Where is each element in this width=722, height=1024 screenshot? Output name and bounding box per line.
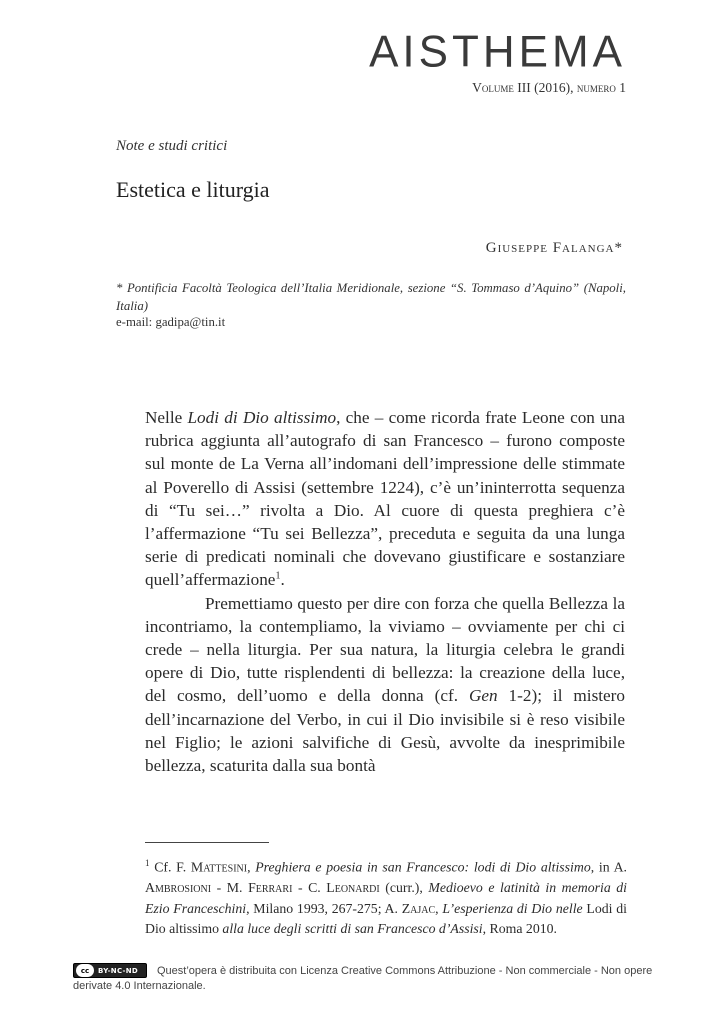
work-title: Medioevo e latinità in memoria di Ezio Franceschini	[145, 880, 628, 916]
footnote-1	[145, 853, 627, 940]
author-smallcaps: Ferrari	[248, 880, 293, 896]
footnote-number: 1	[145, 858, 150, 868]
work-title: Lodi di Dio altissimo	[187, 408, 337, 427]
text-run: (curr.),	[379, 880, 429, 896]
paragraph-2	[145, 592, 625, 778]
section-label: Note e studi critici	[116, 138, 228, 154]
author-smallcaps: Ambrosioni	[145, 880, 212, 896]
text-run: , Milano 1993, 267-275; A.	[246, 900, 402, 916]
license-badge-label: BY-NC-ND	[98, 966, 139, 975]
author-smallcaps: Mattesini	[190, 859, 248, 875]
author-name: Giuseppe Falanga*	[485, 240, 623, 256]
footnote-divider	[145, 842, 269, 843]
author-smallcaps: Leonardi	[326, 880, 380, 896]
text-run: ,	[435, 900, 443, 916]
text-run: .	[280, 570, 285, 590]
text-run: , Roma 2010.	[482, 921, 557, 937]
footnote-ref[interactable]: 1	[275, 570, 281, 582]
text-run: , in A.	[590, 859, 627, 875]
license-notice: Quest’opera è distribuita con Licenza Creative Commons Attribuzione - Non commerciale - Non opere derivate 4.0 Internazionale.	[73, 965, 653, 992]
work-title: alla luce degli scritti di san Francesco d’Assisi	[222, 921, 483, 937]
author-affiliation: * Pontificia Facoltà Teologica dell’Italia Meridionale, sezione “S. Tommaso d’Aquino” (Napoli, Italia)	[116, 281, 626, 313]
paragraph-1	[145, 406, 625, 592]
work-title: L’esperienza di Dio nelle	[442, 900, 583, 916]
text-run: Premettiamo questo per dire con forza che quella Bellezza la incontriamo, la contempliamo, la viviamo – ovviamente per chi ci crede – nella liturgia. Per sua natura, la liturgia celebra le grandi opere di Dio, tutte risplendenti di bellezza: la creazione della luce, del cosmo, dell’uomo e della donna (cf.	[145, 593, 625, 706]
citation-italic: Gen	[468, 686, 498, 706]
author-smallcaps: Zajac	[401, 900, 436, 916]
text-run: Cf. F.	[149, 859, 191, 875]
text-run: - M.	[211, 880, 249, 896]
text-run: Lodi di Dio altissimo	[145, 900, 627, 937]
text-run: - C.	[292, 880, 327, 896]
creative-commons-icon: cc	[76, 964, 94, 977]
text-run: ,	[247, 859, 256, 875]
article-body	[145, 406, 625, 777]
text-run: 1-2); il mistero dell’incarnazione del Verbo, in cui il Dio invisibile si è reso visibile nel Figlio; le azioni salvifiche di Gesù, avvolte da inesprimibile bellezza, scaturita dalla sua bontà	[145, 686, 625, 776]
article-title: Estetica e liturgia	[116, 177, 270, 202]
journal-logo: AISTHEMA	[369, 26, 626, 77]
text-run: Nelle	[145, 408, 188, 427]
author-email: e-mail: gadipa@tin.it	[116, 315, 226, 329]
volume-info: Volume III (2016), numero 1	[472, 80, 626, 95]
work-title: Preghiera e poesia in san Francesco: lodi di Dio altissimo	[255, 859, 591, 875]
text-run: , che – come ricorda frate Leone con una rubrica aggiunta all’autografo di san Francesco – furono composte sul monte de La Verna all’indomani dell’impressione delle stimmate al Poverello di Assisi (settembre 1224), c’è un’ininterrotta sequenza di “Tu sei…” rivolta a Dio. Al cuore di questa preghiera c’è l’affermazione “Tu sei Bellezza”, preceduta e seguita da una lunga serie di predicati nominali che dovevano giustificare e sostanziare quell’affermazione	[145, 408, 625, 590]
